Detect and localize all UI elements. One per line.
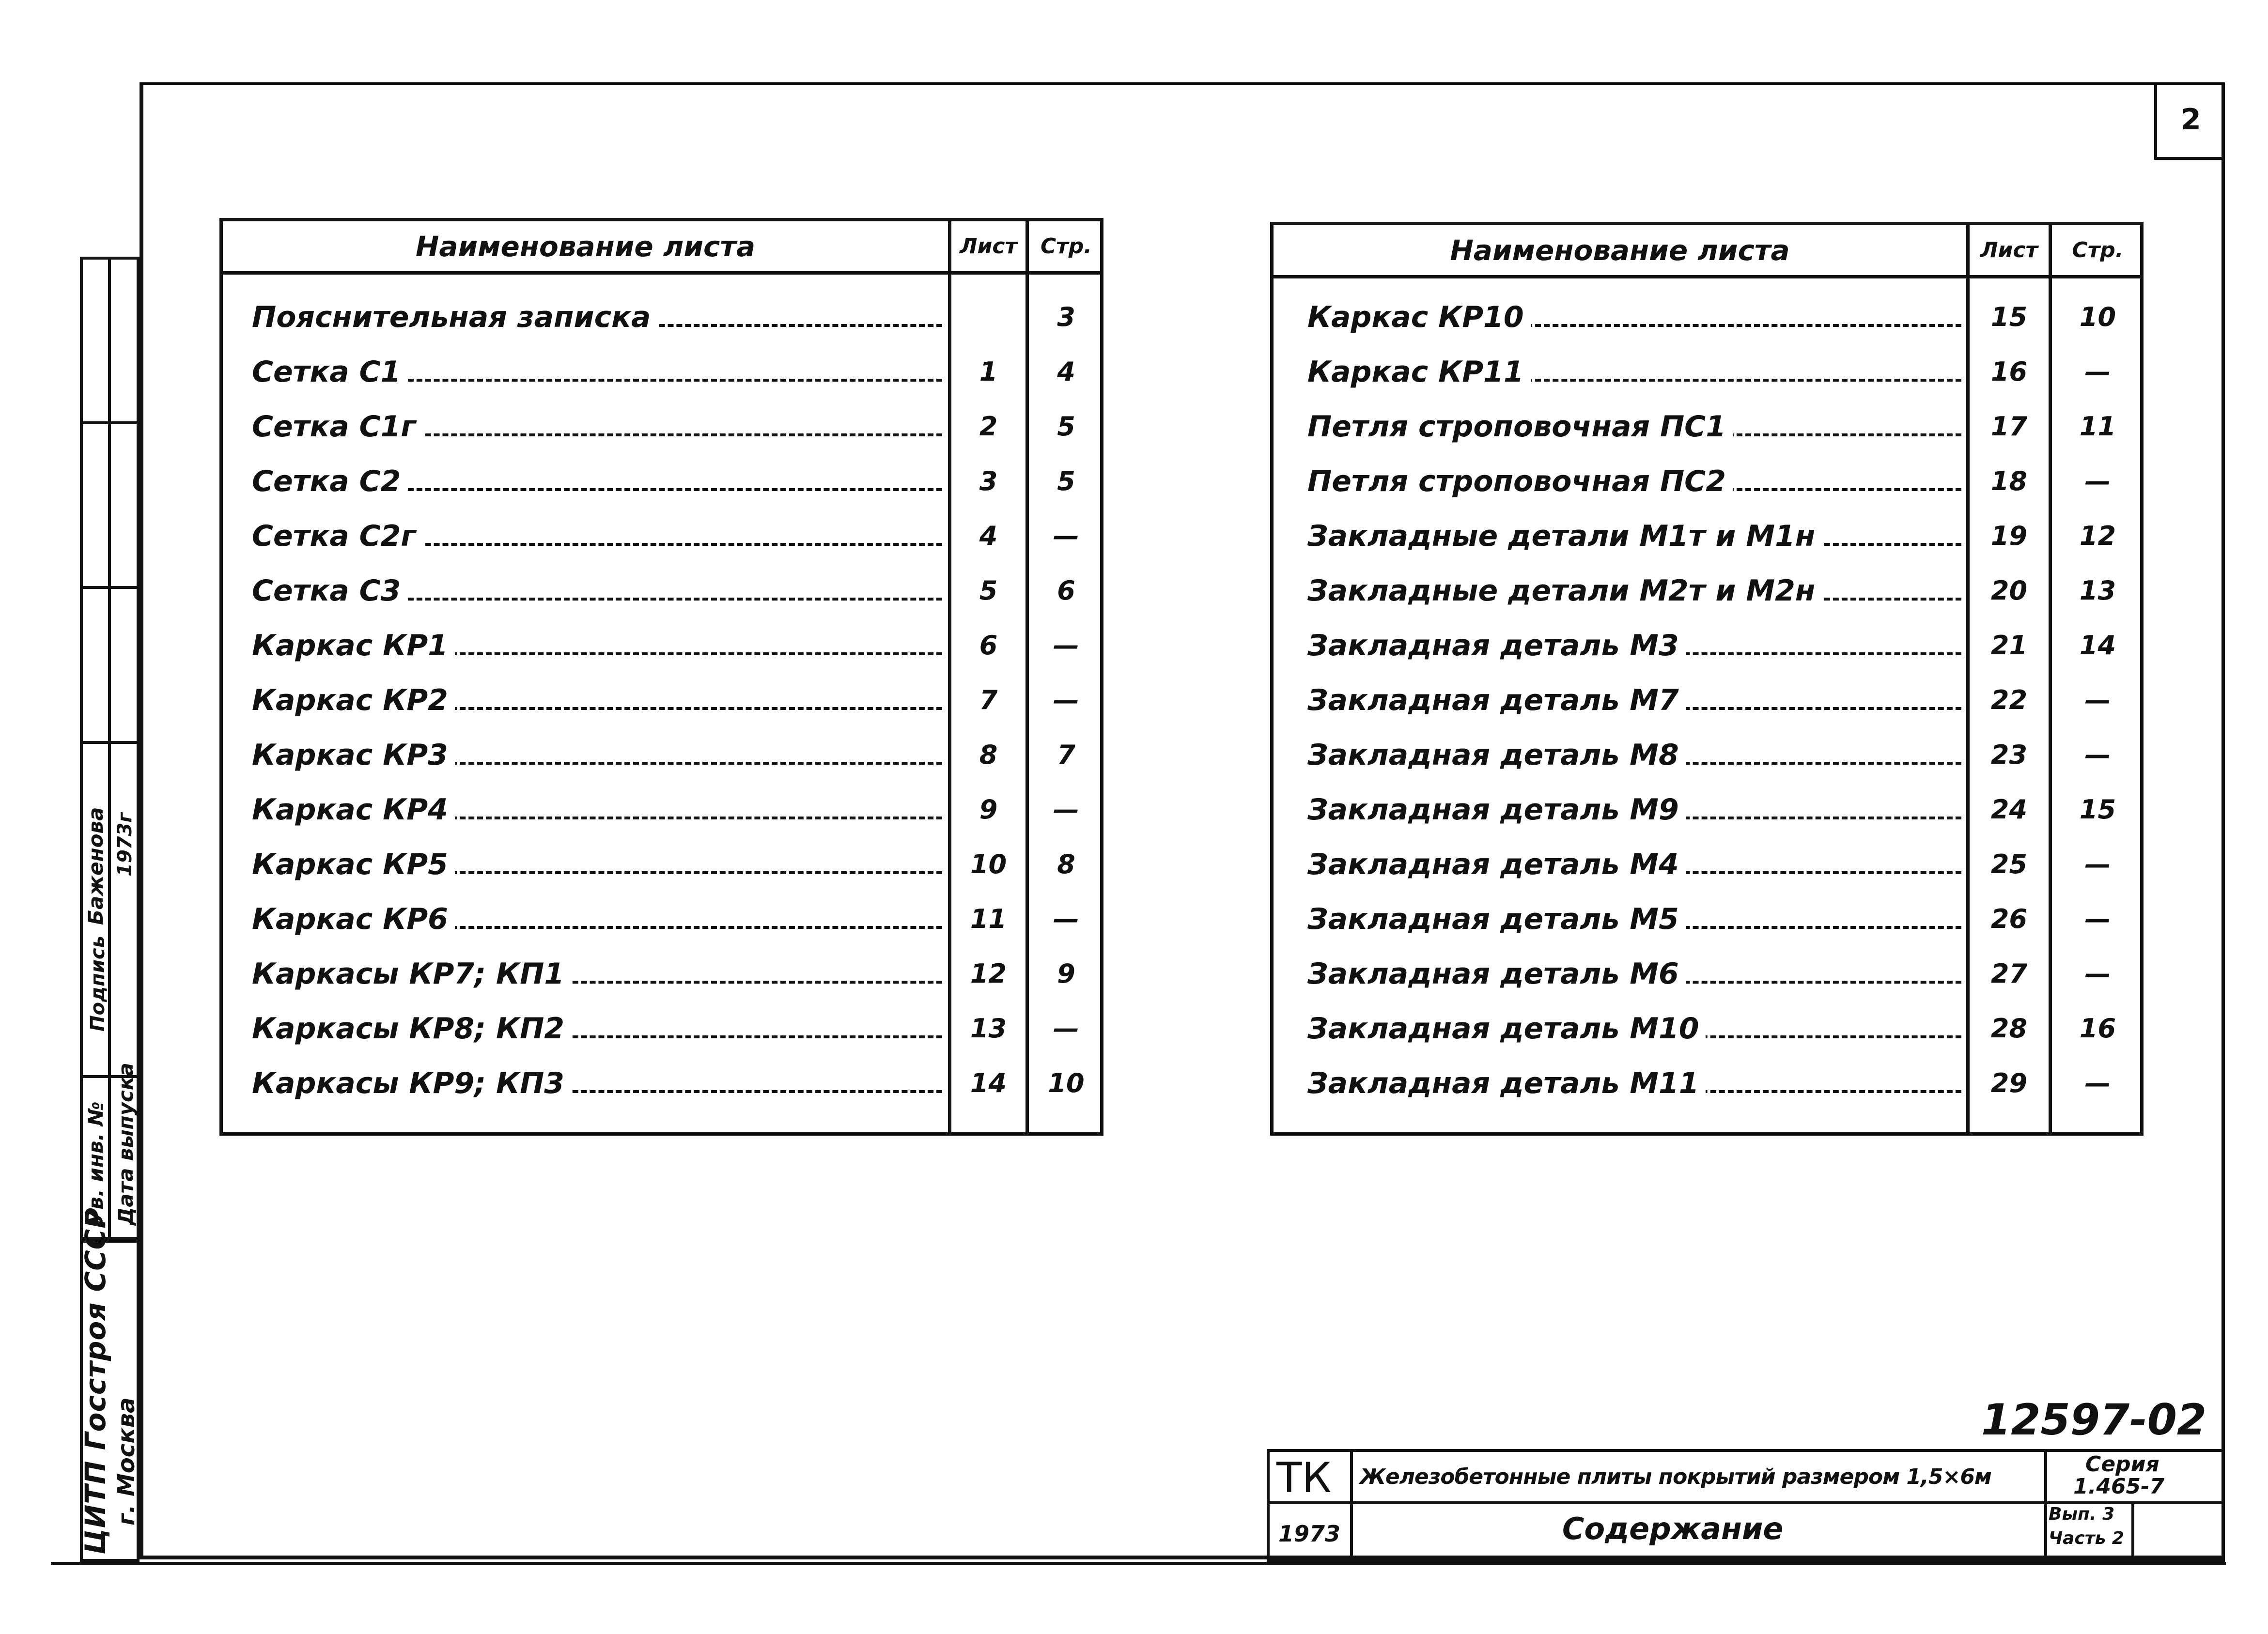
inv-label: Ув. инв. № bbox=[84, 1101, 108, 1225]
row-page: — bbox=[1053, 794, 1079, 825]
row-page: 4 bbox=[1057, 356, 1075, 387]
margin-stamp bbox=[80, 257, 140, 1562]
row-page: 13 bbox=[2079, 575, 2116, 606]
contents-table-left bbox=[219, 218, 1103, 1136]
sheet-number-value: 2 bbox=[2181, 103, 2201, 137]
header-page: Стр. bbox=[1040, 234, 1092, 259]
signature: Подпись bbox=[87, 936, 109, 1032]
row-name: Закладная деталь М5 bbox=[1307, 900, 1686, 939]
table-row bbox=[1274, 344, 2140, 398]
row-sheet bbox=[951, 298, 1025, 337]
title-block bbox=[1267, 1449, 2225, 1562]
row-page: 3 bbox=[1057, 302, 1075, 332]
row-sheet: 12 bbox=[970, 958, 1007, 989]
row-name: Закладная деталь М3 bbox=[1307, 626, 1686, 665]
table-row bbox=[223, 782, 1100, 836]
row-name: Закладная деталь М11 bbox=[1307, 1064, 1706, 1103]
row-name: Каркасы КР8; КП2 bbox=[252, 1009, 571, 1048]
row-name: Каркас КР4 bbox=[252, 790, 455, 829]
row-sheet: 8 bbox=[979, 740, 998, 770]
header-sheet: Лист bbox=[960, 234, 1017, 259]
table-row bbox=[223, 1055, 1100, 1110]
row-name: Сетка С2 bbox=[252, 462, 407, 501]
header-sheet: Лист bbox=[1980, 238, 2038, 262]
table-row bbox=[1274, 891, 2140, 945]
row-page: — bbox=[2084, 849, 2111, 879]
series-label: Серия bbox=[2085, 1452, 2159, 1477]
row-name: Сетка С1г bbox=[252, 407, 423, 446]
row-page: — bbox=[1053, 521, 1079, 551]
part: Часть 2 bbox=[2049, 1528, 2124, 1548]
row-sheet: 27 bbox=[1990, 958, 2028, 989]
row-sheet: 1 bbox=[979, 356, 998, 387]
row-page: — bbox=[2084, 356, 2111, 387]
row-sheet: 26 bbox=[1990, 904, 2028, 934]
row-page: 8 bbox=[1057, 849, 1075, 879]
row-sheet: 7 bbox=[979, 685, 998, 715]
stamp-divider bbox=[108, 257, 111, 1240]
table-row bbox=[223, 946, 1100, 1000]
row-name: Каркас КР10 bbox=[1307, 298, 1531, 337]
row-page: — bbox=[1053, 1013, 1079, 1044]
row-name: Каркас КР1 bbox=[252, 626, 455, 665]
row-name: Закладные детали М2т и М2н bbox=[1307, 571, 1822, 610]
row-page: — bbox=[1053, 904, 1079, 934]
table-row bbox=[223, 1001, 1100, 1055]
org-stamp: ЦИТП Госстроя СССР bbox=[79, 1207, 112, 1555]
row-sheet: 29 bbox=[1990, 1068, 2028, 1098]
table-row bbox=[1274, 1001, 2140, 1055]
row-name: Сетка С3 bbox=[252, 571, 407, 610]
row-page: 15 bbox=[2079, 794, 2116, 825]
row-sheet: 3 bbox=[979, 466, 998, 496]
table-row bbox=[223, 289, 1100, 343]
row-name: Каркасы КР7; КП1 bbox=[252, 955, 571, 993]
header-name: Наименование листа bbox=[415, 230, 756, 263]
table-row bbox=[1274, 617, 2140, 672]
row-sheet: 24 bbox=[1990, 794, 2028, 825]
table-row bbox=[1274, 508, 2140, 562]
row-name: Петля строповочная ПС1 bbox=[1307, 407, 1733, 446]
bottom-rule bbox=[51, 1562, 2226, 1565]
table-row bbox=[1274, 946, 2140, 1000]
row-sheet: 17 bbox=[1990, 411, 2028, 442]
org-code: ТК bbox=[1276, 1454, 1332, 1502]
row-name: Закладная деталь М10 bbox=[1307, 1009, 1706, 1048]
table-row bbox=[1274, 453, 2140, 508]
row-page: — bbox=[2084, 958, 2111, 989]
row-page: 14 bbox=[2079, 630, 2116, 661]
row-name: Сетка С2г bbox=[252, 517, 423, 555]
table-row bbox=[223, 727, 1100, 781]
series-number: 1.465-7 bbox=[2073, 1474, 2165, 1499]
document-code: 12597-02 bbox=[1981, 1395, 2207, 1445]
table-row bbox=[1274, 563, 2140, 617]
row-sheet: 10 bbox=[970, 849, 1007, 879]
date-label: Дата выпуска bbox=[114, 1063, 138, 1225]
row-sheet: 22 bbox=[1990, 685, 2028, 715]
table-row bbox=[223, 617, 1100, 672]
row-page: 11 bbox=[2079, 411, 2116, 442]
row-name: Каркас КР3 bbox=[252, 736, 455, 774]
issue: Вып. 3 bbox=[2049, 1504, 2115, 1524]
table-row bbox=[223, 836, 1100, 891]
row-sheet: 9 bbox=[979, 794, 998, 825]
row-sheet: 20 bbox=[1990, 575, 2028, 606]
stamp-name: Баженова bbox=[84, 807, 108, 925]
row-name: Пояснительная записка bbox=[252, 298, 657, 337]
row-name: Закладная деталь М6 bbox=[1307, 955, 1686, 993]
row-sheet: 25 bbox=[1990, 849, 2028, 879]
stamp-year: 1973г bbox=[114, 812, 136, 877]
table-row bbox=[223, 508, 1100, 562]
row-page: — bbox=[2084, 1068, 2111, 1098]
row-name: Закладная деталь М4 bbox=[1307, 845, 1686, 884]
row-sheet: 11 bbox=[970, 904, 1007, 934]
row-name: Закладная деталь М8 bbox=[1307, 736, 1686, 774]
row-sheet: 13 bbox=[970, 1013, 1007, 1044]
row-page: 10 bbox=[2079, 302, 2116, 332]
table-row bbox=[1274, 782, 2140, 836]
row-page: 16 bbox=[2079, 1013, 2116, 1044]
row-page: — bbox=[2084, 466, 2111, 496]
row-page: — bbox=[1053, 630, 1079, 661]
row-sheet: 18 bbox=[1990, 466, 2028, 496]
stamp-city: г. Москва bbox=[113, 1397, 140, 1526]
row-page: — bbox=[2084, 685, 2111, 715]
row-page: — bbox=[2084, 904, 2111, 934]
row-sheet: 21 bbox=[1990, 630, 2028, 661]
row-page: 10 bbox=[1048, 1068, 1085, 1098]
row-sheet: 2 bbox=[979, 411, 998, 442]
row-page: 7 bbox=[1057, 740, 1075, 770]
table-row bbox=[223, 672, 1100, 726]
table-row bbox=[1274, 672, 2140, 726]
row-sheet: 5 bbox=[979, 575, 998, 606]
table-row bbox=[1274, 836, 2140, 891]
sheet-title: Содержание bbox=[1562, 1511, 1784, 1546]
row-page: 5 bbox=[1057, 466, 1075, 496]
row-sheet: 15 bbox=[1990, 302, 2028, 332]
row-sheet: 14 bbox=[970, 1068, 1007, 1098]
row-sheet: 4 bbox=[979, 521, 998, 551]
table-row bbox=[1274, 289, 2140, 343]
header-page: Стр. bbox=[2072, 238, 2124, 262]
table-row bbox=[223, 563, 1100, 617]
row-name: Закладная деталь М7 bbox=[1307, 681, 1686, 720]
row-sheet: 16 bbox=[1990, 356, 2028, 387]
row-name: Каркас КР6 bbox=[252, 900, 455, 939]
row-name: Каркасы КР9; КП3 bbox=[252, 1064, 571, 1103]
row-sheet: 19 bbox=[1990, 521, 2028, 551]
row-page: — bbox=[2084, 740, 2111, 770]
row-page: 12 bbox=[2079, 521, 2116, 551]
row-page: — bbox=[1053, 685, 1079, 715]
table-row bbox=[223, 399, 1100, 453]
table-row bbox=[1274, 399, 2140, 453]
row-sheet: 28 bbox=[1990, 1013, 2028, 1044]
sheet-number bbox=[2154, 82, 2225, 160]
table-row bbox=[1274, 1055, 2140, 1110]
contents-table-right bbox=[1270, 222, 2144, 1136]
row-sheet: 6 bbox=[979, 630, 998, 661]
header-name: Наименование листа bbox=[1450, 233, 1790, 267]
project-description: Железобетонные плиты покрытий размером 1,5×6м bbox=[1360, 1464, 1991, 1489]
row-name: Петля строповочная ПС2 bbox=[1307, 462, 1733, 501]
row-name: Каркас КР11 bbox=[1307, 353, 1531, 391]
table-row bbox=[223, 453, 1100, 508]
row-page: 6 bbox=[1057, 575, 1075, 606]
row-name: Каркас КР5 bbox=[252, 845, 455, 884]
table-row bbox=[1274, 727, 2140, 781]
table-row bbox=[223, 891, 1100, 945]
row-page: 9 bbox=[1057, 958, 1075, 989]
row-name: Сетка С1 bbox=[252, 353, 407, 391]
row-name: Закладная деталь М9 bbox=[1307, 790, 1686, 829]
row-name: Каркас КР2 bbox=[252, 681, 455, 720]
row-name: Закладные детали М1т и М1н bbox=[1307, 517, 1822, 555]
year: 1973 bbox=[1278, 1521, 1341, 1547]
table-row bbox=[223, 344, 1100, 398]
row-sheet: 23 bbox=[1990, 740, 2028, 770]
row-page: 5 bbox=[1057, 411, 1075, 442]
